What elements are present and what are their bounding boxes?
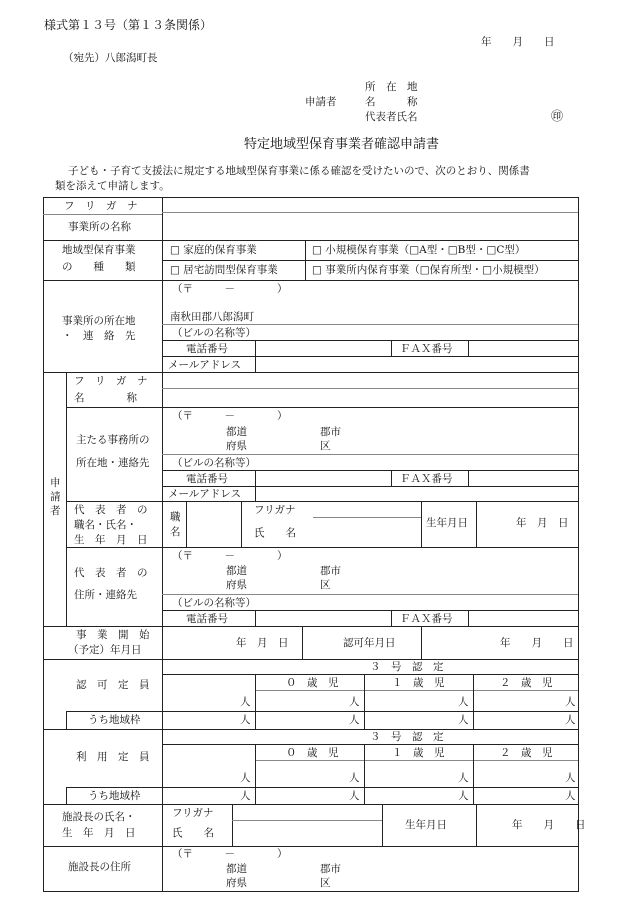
authorized-total-unit: 人 bbox=[240, 696, 251, 708]
intro-line-1: 子ども・子育て支援法に規定する地域型保育事業に係る確認を受けたいので、次のとおり、関係書 bbox=[68, 165, 530, 177]
representative-label: 代表者氏名 bbox=[365, 111, 418, 123]
application-date: 年 月 日 bbox=[481, 36, 555, 48]
applicant-postal-code: （〒 － ） bbox=[172, 410, 288, 422]
approval-date-value: 年 月 日 bbox=[500, 637, 574, 649]
authorized-age0-unit: 人 bbox=[349, 696, 360, 708]
applicant-building-label: （ビルの名称等） bbox=[172, 457, 256, 469]
applicant-fax-label: ＦＡＸ番号 bbox=[400, 473, 453, 485]
service-type-label-2: の 種 類 bbox=[62, 261, 136, 273]
rep-pref-1: 都道 bbox=[226, 565, 247, 577]
usage-age-1: １ 歳 児 bbox=[392, 747, 445, 759]
main-office-label-1: 主たる事務所の bbox=[76, 434, 150, 446]
applicant-pref-1: 都道 bbox=[226, 426, 247, 438]
office-furigana-label: フ リ ガ ナ bbox=[64, 200, 138, 212]
office-address-label-2: ・ 連 絡 先 bbox=[62, 330, 136, 342]
rep-address-label-1: 代 表 者 の bbox=[74, 567, 148, 579]
applicant-tel-label: 電話番号 bbox=[186, 473, 228, 485]
applicant-city-1: 郡市 bbox=[320, 426, 341, 438]
usage-age1-unit: 人 bbox=[458, 772, 469, 784]
rep-title-label-1: 職 bbox=[170, 511, 181, 523]
director-name-label: 氏 名 bbox=[172, 827, 214, 839]
addressee: （宛先）八郎潟町長 bbox=[63, 52, 158, 64]
director-birth-label: 生年月日 bbox=[405, 819, 447, 831]
rep-city-2: 区 bbox=[320, 579, 331, 591]
authorized-age-2: ２ 歳 児 bbox=[500, 677, 553, 689]
usage-local-label: うち地域枠 bbox=[88, 790, 141, 802]
director-birth-date: 年 月 日 bbox=[512, 819, 586, 831]
form-number: 様式第１３号（第１３条関係） bbox=[44, 18, 213, 32]
office-name-label: 事業所の名称 bbox=[68, 221, 131, 233]
rep-label-2: 職名・氏名・ bbox=[74, 519, 137, 531]
usage-local-age2-unit: 人 bbox=[565, 790, 576, 802]
rep-birth-date: 年 月 日 bbox=[516, 517, 569, 529]
authorized-age2-unit: 人 bbox=[565, 696, 576, 708]
authorized-age1-unit: 人 bbox=[458, 696, 469, 708]
authorized-local-age1-unit: 人 bbox=[458, 714, 469, 726]
authorized-cert-3-header: ３ 号 認 定 bbox=[370, 661, 444, 673]
rep-name-label: 氏 名 bbox=[254, 527, 296, 539]
service-type-label-1: 地域型保育事業 bbox=[62, 244, 136, 256]
rep-address-label-2: 住所・連絡先 bbox=[74, 589, 137, 601]
authorized-local-age2-unit: 人 bbox=[565, 714, 576, 726]
usage-capacity-label: 利 用 定 員 bbox=[76, 751, 150, 763]
rep-pref-2: 府県 bbox=[226, 579, 247, 591]
usage-cert-3-header: ３ 号 認 定 bbox=[370, 731, 444, 743]
start-date-label-2: （予定）年月日 bbox=[68, 644, 142, 656]
usage-local-age1-unit: 人 bbox=[458, 790, 469, 802]
document-title: 特定地域型保育事業者確認申請書 bbox=[244, 137, 440, 152]
rep-fax-label: ＦＡＸ番号 bbox=[400, 613, 453, 625]
usage-age0-unit: 人 bbox=[349, 772, 360, 784]
applicant-city-2: 区 bbox=[320, 440, 331, 452]
applicant-pref-2: 府県 bbox=[226, 440, 247, 452]
option-home-daycare[interactable]: □ 家庭的保育事業 bbox=[170, 244, 257, 256]
rep-city-1: 郡市 bbox=[320, 565, 341, 577]
office-fax-label: ＦＡＸ番号 bbox=[400, 343, 453, 355]
usage-total-unit: 人 bbox=[240, 772, 251, 784]
director-label-1: 施設長の氏名・ bbox=[62, 811, 136, 823]
office-postal-code: （〒 － ） bbox=[172, 283, 288, 295]
director-pref-1: 都道 bbox=[226, 863, 247, 875]
seal-mark: ㊞ bbox=[551, 109, 564, 123]
rep-postal-code: （〒 － ） bbox=[172, 550, 288, 562]
rep-label-1: 代 表 者 の bbox=[74, 504, 148, 516]
director-label-2: 生 年 月 日 bbox=[62, 827, 136, 839]
office-building-label: （ビルの名称等） bbox=[172, 327, 256, 339]
director-city-2: 区 bbox=[320, 877, 331, 889]
authorized-local-label: うち地域枠 bbox=[88, 714, 141, 726]
main-office-label-2: 所在地・連絡先 bbox=[76, 457, 150, 469]
applicant-name-label: 名 称 bbox=[365, 96, 418, 108]
authorized-age-1: １ 歳 児 bbox=[392, 677, 445, 689]
rep-building-label: （ビルの名称等） bbox=[172, 597, 256, 609]
applicant-side-label: 申請者 bbox=[50, 477, 61, 517]
rep-tel-label: 電話番号 bbox=[186, 613, 228, 625]
usage-local-age0-unit: 人 bbox=[349, 790, 360, 802]
usage-age-2: ２ 歳 児 bbox=[500, 747, 553, 759]
start-date-value: 年 月 日 bbox=[236, 637, 289, 649]
start-date-label-1: 事 業 開 始 bbox=[76, 629, 150, 641]
director-address-label: 施設長の住所 bbox=[68, 861, 131, 873]
intro-line-2: 類を添えて申請します。 bbox=[55, 180, 170, 192]
rep-furigana-label: フリガナ bbox=[254, 504, 296, 516]
option-workplace-daycare[interactable]: □ 事業所内保育事業（□保育所型・□小規模型） bbox=[312, 264, 545, 276]
office-tel-label: 電話番号 bbox=[186, 343, 228, 355]
approval-date-label: 認可年月日 bbox=[343, 637, 396, 649]
office-address-label-1: 事業所の所在地 bbox=[62, 315, 136, 327]
office-town: 南秋田郡八郎潟町 bbox=[170, 311, 254, 323]
rep-birth-label: 生年月日 bbox=[426, 517, 468, 529]
usage-age2-unit: 人 bbox=[565, 772, 576, 784]
applicant-address-label: 所 在 地 bbox=[365, 81, 418, 93]
authorized-local-age0-unit: 人 bbox=[349, 714, 360, 726]
applicant-label: 申請者 bbox=[305, 96, 337, 108]
office-email-label: メールアドレス bbox=[168, 359, 241, 371]
authorized-local-total-unit: 人 bbox=[240, 714, 251, 726]
usage-local-total-unit: 人 bbox=[240, 790, 251, 802]
authorized-capacity-label: 認 可 定 員 bbox=[76, 679, 150, 691]
director-city-1: 郡市 bbox=[320, 863, 341, 875]
director-furigana-label: フリガナ bbox=[172, 807, 214, 819]
rep-label-3: 生 年 月 日 bbox=[74, 534, 148, 546]
option-small-daycare[interactable]: □ 小規模保育事業（□A型・□B型・□C型） bbox=[312, 244, 526, 256]
applicant-name-label: 名 称 bbox=[74, 392, 137, 404]
applicant-email-label: メールアドレス bbox=[168, 488, 241, 500]
authorized-age-0: ０ 歳 児 bbox=[286, 677, 339, 689]
applicant-furigana-label: フ リ ガ ナ bbox=[74, 375, 148, 387]
rep-title-label-2: 名 bbox=[170, 526, 181, 538]
director-postal-code: （〒 － ） bbox=[172, 848, 288, 860]
usage-age-0: ０ 歳 児 bbox=[286, 747, 339, 759]
director-pref-2: 府県 bbox=[226, 877, 247, 889]
option-home-visit-daycare[interactable]: □ 居宅訪問型保育事業 bbox=[170, 264, 278, 276]
